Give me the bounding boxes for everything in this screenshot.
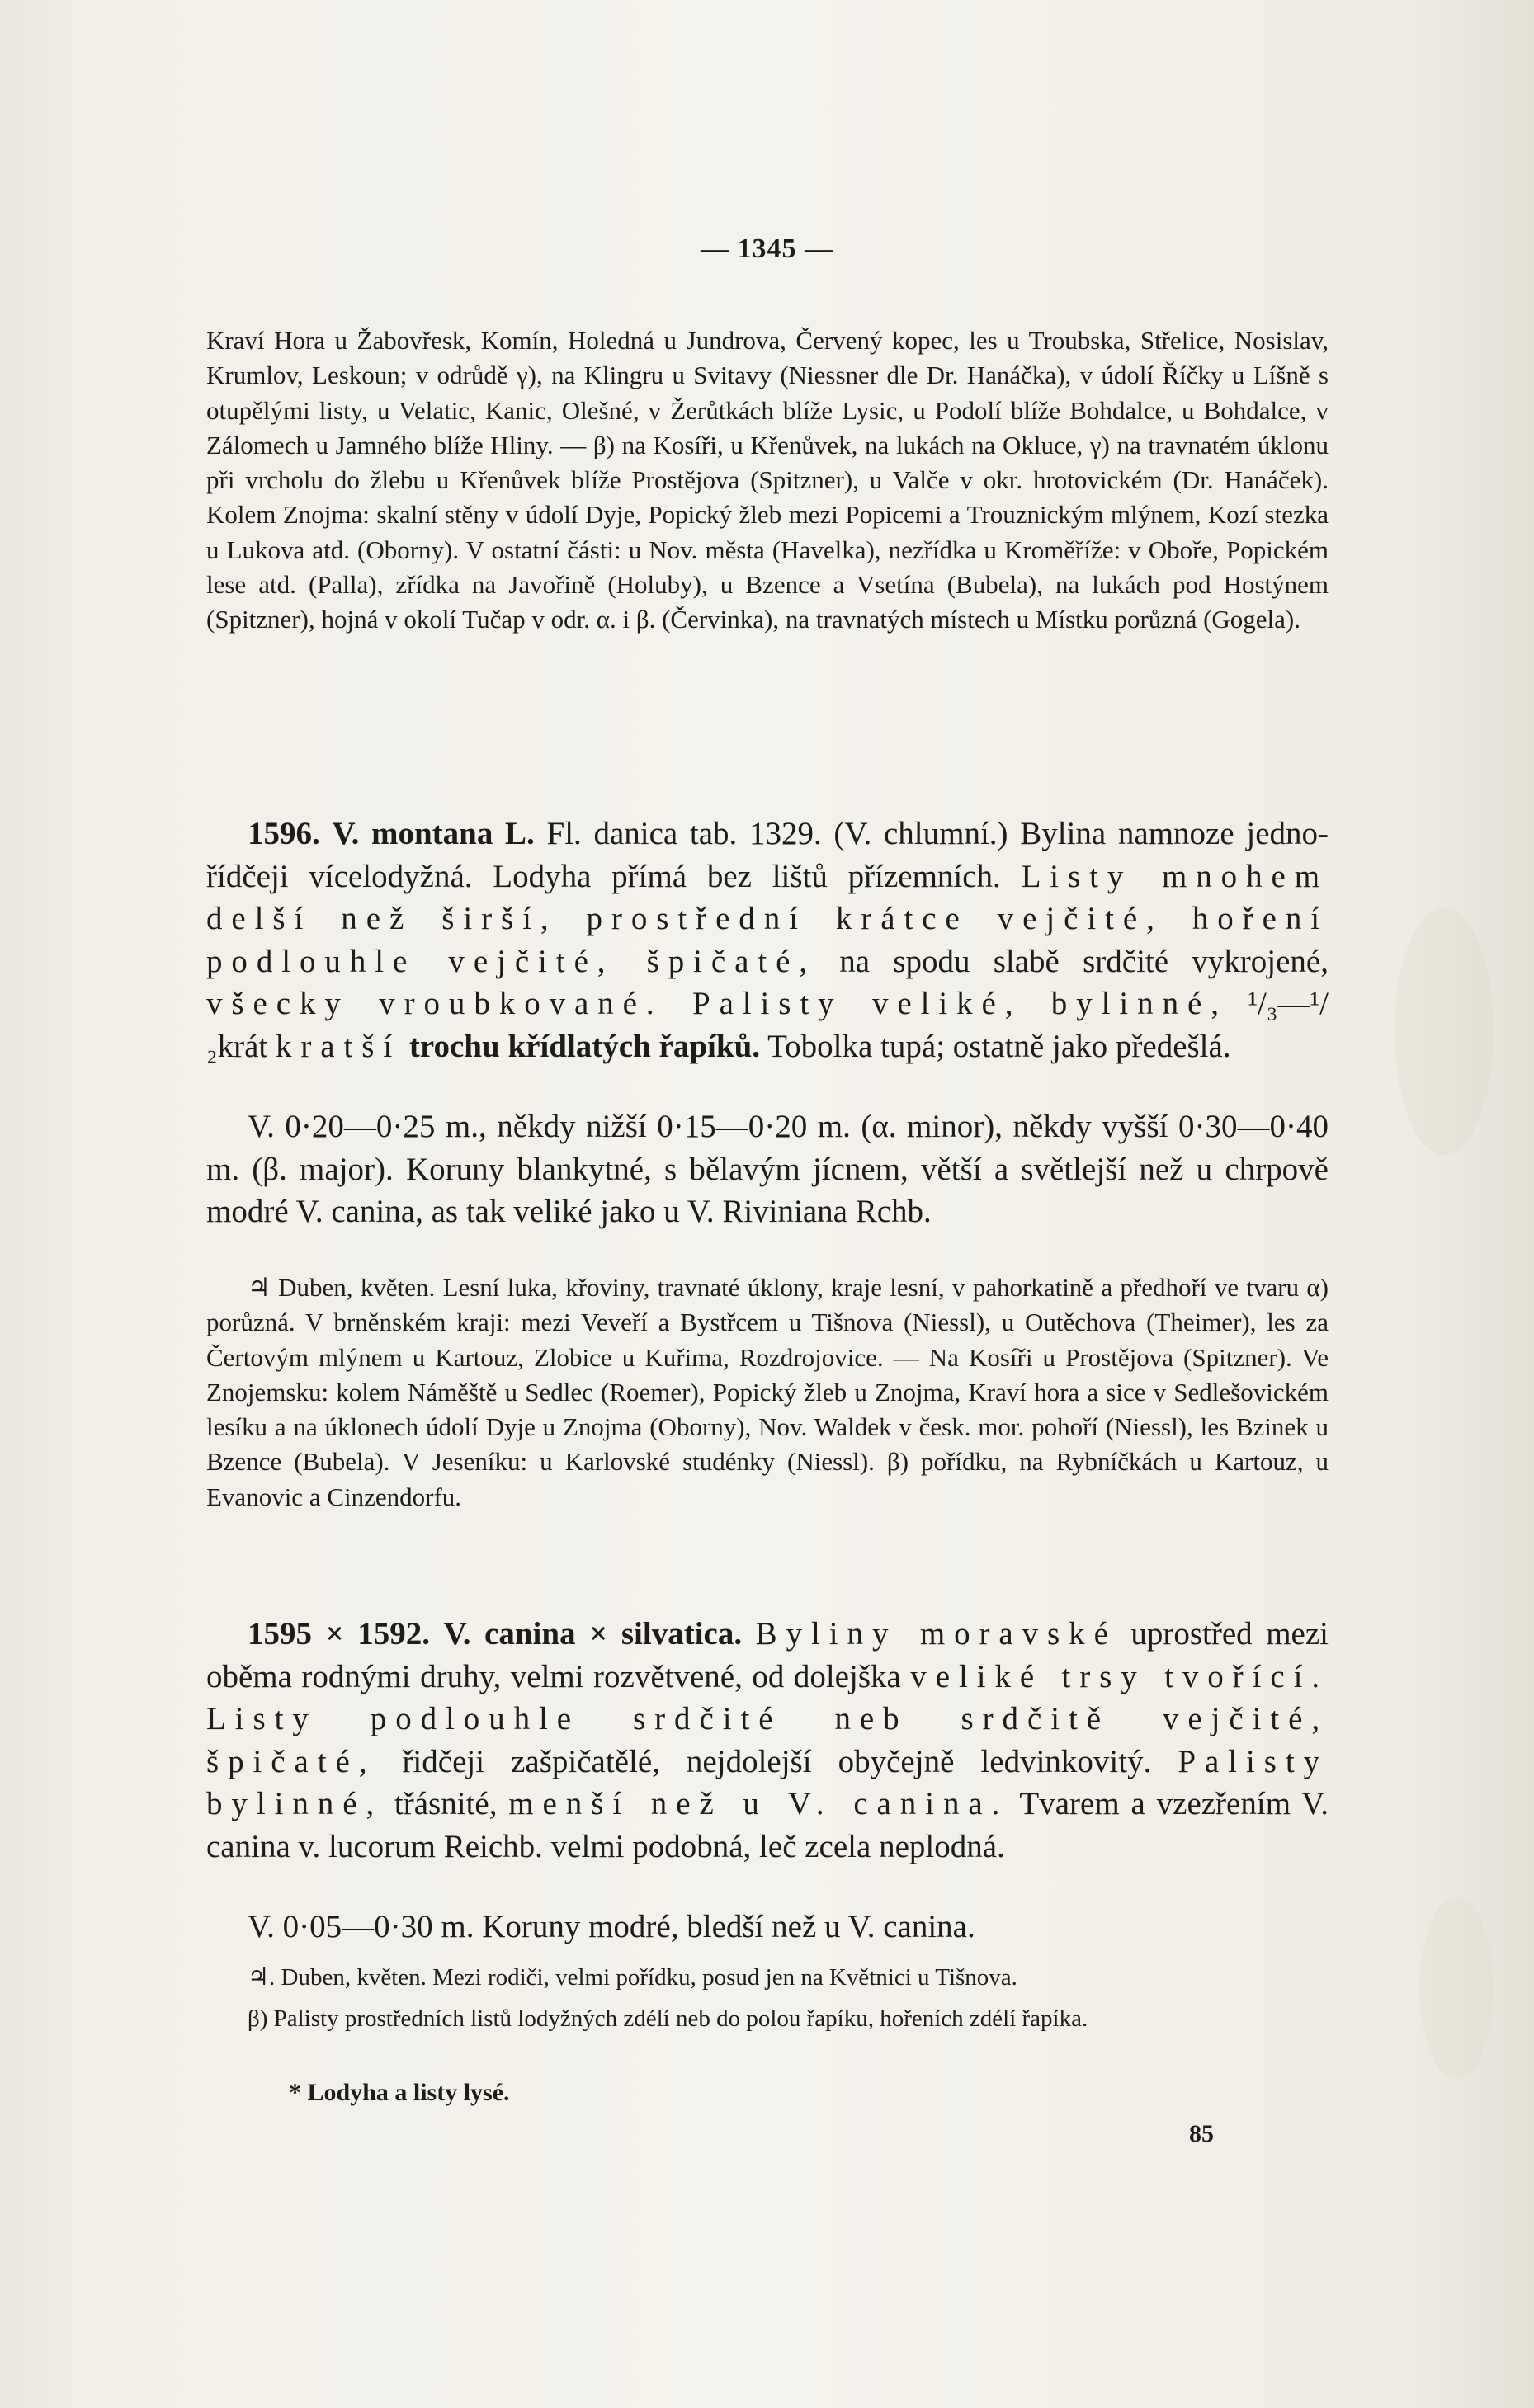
hybrid-entry-1595: [206, 1613, 1329, 1868]
species-capsule: Tobolka tupá; ostatně jako předešlá.: [767, 1028, 1231, 1064]
hybrid-number: 1595 × 1592.: [248, 1616, 431, 1652]
hybrid-leaves-rest: řidčeji zašpičatělé, nejdolejší obyčejně ledvinkovitý.: [402, 1743, 1152, 1779]
hybrid-smaller: menší než u V. canina.: [508, 1786, 1009, 1821]
hybrid-stipules: Palisty bylinné,: [206, 1743, 1329, 1821]
species-shorter: kratší: [275, 1028, 402, 1064]
hybrid-between: uprostřed mezi oběma rodnými druhy, velmi rozvětvené, od dolejška: [206, 1616, 1329, 1694]
locality-paragraph: [206, 323, 1329, 638]
note-flowering: [206, 1959, 1329, 1996]
species-leaves: Listy mnohem delší než širší, prostřední krátce vejčité, hoření podlouhle vejčité, špičaté,: [206, 858, 1329, 979]
note-flowering-text: ♃. Duben, květen. Mezi rodiči, velmi pořídku, posud jen na Květnici u Tišnova.: [248, 1964, 1017, 1991]
species-leaves-base: na spodu slabě srdčité vykrojené,: [839, 943, 1329, 979]
hybrid-appearance: Tvarem a vzezřením V. canina v. lucorum Reichb. velmi podobná, leč zcela neplodná.: [206, 1786, 1329, 1864]
species-ratio: ¹/₃—¹/₂krát: [206, 986, 1329, 1064]
hybrid-name: V. canina × silvatica.: [443, 1616, 743, 1652]
dimensions-text: V. 0·20—0·25 m., někdy nižší 0·15—0·20 m. (α. minor), někdy vyšší 0·30—0·40 m. (β. major).: [206, 1109, 1329, 1187]
localities-text: ♃ Duben, květen. Lesní luka, křoviny, travnaté úklony, kraje lesní, v pahorkatině a předhoří ve tvaru α) porůzná. V brněnském kraji: mezi Veveří a Bystřcem u Tišnova (Niessl), u Outěchova (Theimer), les za Čertovým mlýnem u Kartouz, Zlobice u Kuřima, Rozdrojovice. — Na Kosíři u Prostějova (Spitzner). Ve Znojemsku: kolem Náměště u Sedlec (Roemer), Popický žleb u Znojma, Kraví hora a sice v Sedlešovickém lesíku a na úklonech údolí Dyje u Znojma (Oborny), Nov. Waldek v česk. mor. pohoří (Niessl), les Bzinek u Bzence (Bubela). V Jeseníku: u Karlovské studénky (Niessl). β) pořídku, na Rybníčkách u Kartouz, u Evanovic a Cinzendorfu.: [206, 1273, 1329, 1511]
locality-text: Kraví Hora u Žabovřesk, Komín, Holedná u Jundrova, Červený kopec, les u Troubska, Střelice, Nosislav, Krumlov, Leskoun; v odrůdě γ), na Klingru u Svitavy (Niessner dle Dr. Hanáčka), v údolí Říčky u Líšně s otupělými listy, u Velatic, Kanic, Olešné, v Žerůtkách blíže Lysic, u Podolí blíže Bohdalce, u Bohdalce, v Zálomech u Jamného blíže Hliny. — β) na Kosíři, u Křenůvek, na lukách na Okluce, γ) na travnatém úklonu při vrcholu do žlebu u Křenůvek blíže Prostějova (Spitzner), u Valče v okr. hrotovickém (Dr. Hanáček). Kolem Znojma: skalní stěny v údolí Dyje, Popický žleb mezi Popicemi a Trouznickým mlýnem, Kozí stezka u Lukova atd. (Oborny). V ostatní části: u Nov. města (Havelka), nezřídka u Kroměříže: v Oboře, Popickém lese atd. (Palla), zřídka na Javořině (Holuby), u Bzence a Vsetína (Bubela), na lukách pod Hostýnem (Spitzner), hojná v okolí Tučap v odr. α. i β. (Červinka), na travnatých místech u Místku porůzná (Gogela).: [206, 326, 1329, 634]
species-stipules: všecky vroubkované. Palisty veliké, bylinné,: [206, 986, 1228, 1021]
paper-stain: [1395, 907, 1494, 1155]
species-number: 1596.: [248, 816, 320, 851]
sheet-number: 85: [1189, 2120, 1214, 2147]
hybrid-fringed: třásnité,: [394, 1786, 498, 1821]
note-star-text: * Lodyha a listy lysé.: [289, 2079, 510, 2106]
species-reference: Fl. danica tab. 1329. (V. chlumní.): [546, 816, 1008, 851]
species-entry-1596: [206, 813, 1329, 1067]
species-name: V. montana L.: [332, 816, 535, 851]
page-number: — 1345 —: [701, 233, 833, 264]
note-beta: [206, 2000, 1329, 2037]
paper-stain: [1419, 1897, 1494, 2079]
species-dimensions: [206, 1105, 1329, 1233]
note-beta-text: β) Palisty prostředních listů lodyžných zdélí neb do polou řapíku, hořeních zdélí řapíka.: [248, 2005, 1088, 2032]
note-star: [289, 2079, 1031, 2107]
hybrid-dimensions: [206, 1906, 1329, 1949]
species-description: Bylina namnoze jedno- řídčeji vícelodyžná. Lodyha přímá bez lištů přízemních.: [206, 816, 1329, 894]
species-petioles: trochu křídlatých řapíků.: [408, 1028, 761, 1064]
hybrid-dims-text: V. 0·05—0·30 m. Koruny modré, bledší než u V. canina.: [248, 1909, 975, 1944]
species-localities-1596: [206, 1270, 1329, 1515]
hybrid-leaves: veliké trsy tvořící. Listy podlouhle srdčité neb srdčitě vejčité, špičaté,: [206, 1658, 1329, 1779]
hybrid-plants: Byliny moravské: [755, 1616, 1117, 1652]
flowers-text: Koruny blankytné, s bělavým jícnem, větší a světlejší než u chrpově modré V. canina, as tak veliké jako u V. Riviniana Rchb.: [206, 1151, 1329, 1229]
